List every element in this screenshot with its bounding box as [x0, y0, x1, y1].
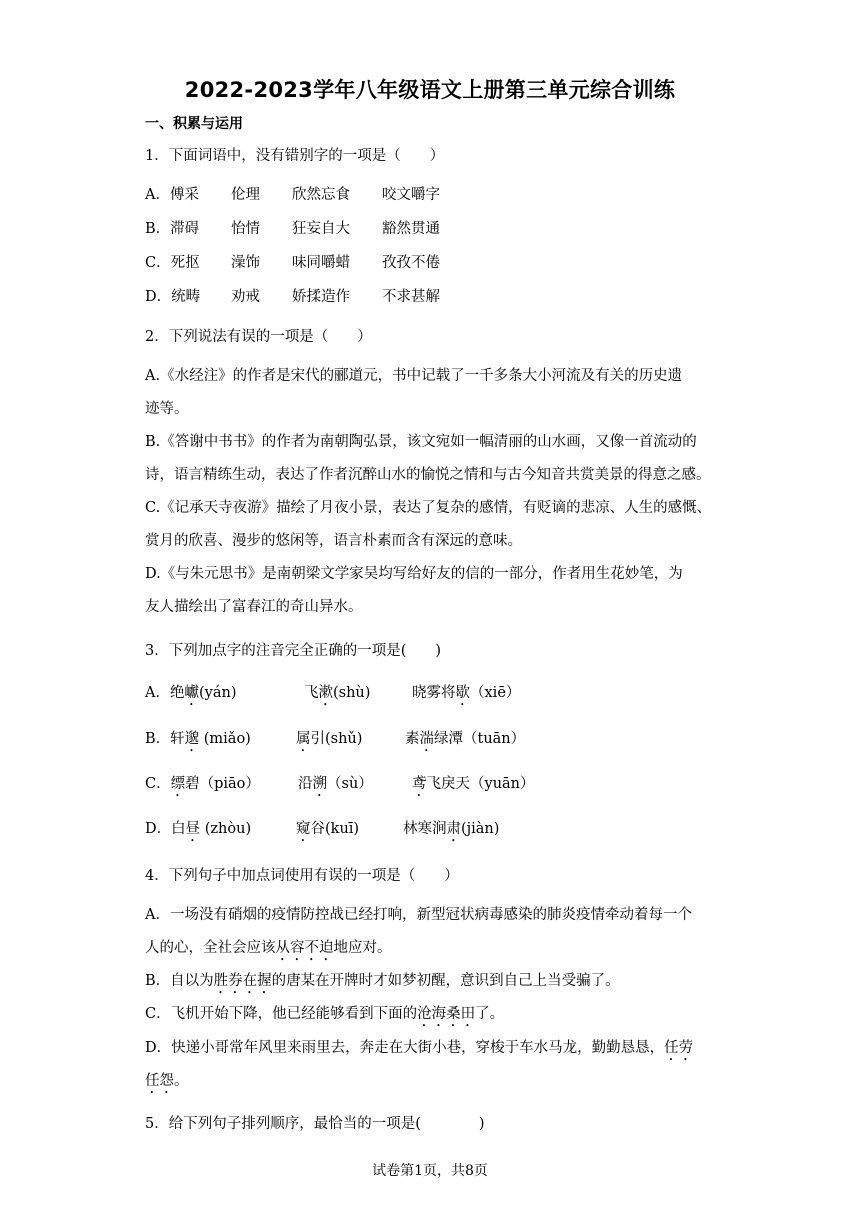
text-segment: (jiàn) — [461, 821, 500, 837]
question-5-stem: 5．给下列句子排列顺序，最恰当的一项是( ) — [145, 1116, 485, 1132]
emphasized-text: 属 — [296, 731, 311, 747]
option-cell — [145, 683, 236, 709]
option-cell: 劝戒 — [231, 289, 260, 305]
text-segment: （xiē） — [470, 685, 521, 701]
option-line: 赏月的欣喜、漫步的悠闲等，语言朴素而含有深远的意味。 — [145, 533, 522, 549]
emphasized-text: 邈 — [184, 731, 200, 747]
text-segment: A．绝 — [145, 685, 185, 701]
question-3-stem: 3．下列加点字的注音完全正确的一项是( ) — [145, 643, 442, 659]
option-cell: B．滞碍 — [145, 221, 200, 237]
emphasized-text: 歇 — [455, 685, 470, 701]
text-segment: 引(shǔ) — [310, 731, 363, 747]
emphasized-text: 从容不迫 — [275, 940, 334, 956]
section-heading: 一、积累与运用 — [145, 116, 243, 132]
emphasized-text: 任劳 — [664, 1040, 694, 1056]
option-cell: 不求甚解 — [382, 289, 440, 305]
text-segment: (yán) — [198, 685, 237, 701]
text-segment: (shù) — [333, 685, 371, 701]
option-cell — [298, 774, 373, 800]
option-cell: 咬文嚼字 — [382, 187, 440, 203]
option-cell: C．死抠 — [145, 255, 200, 271]
text-segment: 的唐某在开牌时才如梦初醒，意识到自己上当受骗了。 — [271, 973, 620, 989]
text-segment: 飞戾天（yuān） — [426, 776, 535, 792]
emphasized-text: 胜券在握 — [213, 973, 272, 989]
text-segment: (miǎo) — [199, 731, 251, 747]
text-segment: 了。 — [475, 1006, 505, 1022]
text-segment: 绿潭（tuān） — [434, 731, 526, 747]
emphasized-text: 缥 — [170, 776, 186, 792]
text-segment: 。 — [174, 1073, 189, 1089]
text-segment: 沿 — [298, 776, 313, 792]
emphasized-text: 任怨 — [145, 1073, 174, 1089]
text-segment: 谷(kuī) — [310, 821, 360, 837]
document-title: 2022-2023学年八年级语文上册第三单元综合训练 — [184, 78, 676, 102]
option-cell — [405, 729, 525, 755]
option-cell: A．傅采 — [145, 187, 199, 203]
emphasized-text: 漱 — [318, 685, 333, 701]
option-cell — [304, 683, 370, 709]
option-line: A.《水经注》的作者是宋代的郦道元，书中记载了一千多条大小河流及有关的历史遗 — [145, 368, 683, 384]
text-segment: 地应对。 — [333, 940, 392, 956]
emphasized-text: 溯 — [312, 776, 327, 792]
text-segment: B．自以为 — [145, 973, 214, 989]
option-cell — [412, 683, 520, 709]
option-line: B.《答谢中书书》的作者为南朝陶弘景，该文宛如一幅清丽的山水画，又像一首流动的 — [145, 434, 697, 450]
text-segment: 飞 — [304, 685, 319, 701]
option-cell: 澡饰 — [231, 255, 260, 271]
text-segment: 林寒涧 — [403, 821, 447, 837]
option-line — [145, 1071, 189, 1097]
option-line: 迹等。 — [145, 401, 189, 417]
option-line — [145, 971, 620, 997]
option-line — [145, 1038, 693, 1064]
option-cell: 欣然忘食 — [292, 187, 350, 203]
option-cell — [145, 774, 260, 800]
option-cell — [403, 819, 499, 845]
text-segment: 晓雾将 — [412, 685, 456, 701]
text-segment: C． — [145, 776, 171, 792]
option-line: 友人描绘出了富春江的奇山异水。 — [145, 599, 363, 615]
text-segment: D．白 — [145, 821, 186, 837]
emphasized-text: 肃 — [446, 821, 461, 837]
emphasized-text: 沧海桑田 — [417, 1006, 476, 1022]
emphasized-text: 巘 — [184, 685, 199, 701]
option-cell: 伦理 — [231, 187, 260, 203]
option-cell — [296, 729, 362, 755]
emphasized-text: 昼 — [185, 821, 201, 837]
option-line — [145, 905, 692, 925]
emphasized-text: 窥 — [296, 821, 311, 837]
option-line: D.《与朱元思书》是南朝梁文学家吴均写给好友的信的一部分，作者用生花妙笔，为 — [145, 566, 683, 582]
text-segment: C．飞机开始下降，他已经能够看到下面的 — [145, 1006, 418, 1022]
question-2-stem: 2．下列说法有误的一项是（ ） — [145, 329, 372, 345]
emphasized-text: 鸢 — [412, 776, 427, 792]
option-cell — [412, 774, 535, 800]
option-line — [145, 1004, 504, 1030]
option-cell: 狂妄自大 — [292, 221, 350, 237]
text-segment: D．快递小哥常年风里来雨里去，奔走在大街小巷，穿梭于车水马龙，勤勤恳恳， — [145, 1040, 665, 1056]
option-cell: D．统畴 — [145, 289, 201, 305]
text-segment: (zhòu) — [200, 821, 252, 837]
text-segment: A．一场没有硝烟的疫情防控战已经打响，新型冠状病毒感染的肺炎疫情牵动着每一个 — [145, 907, 692, 923]
option-line — [145, 938, 392, 964]
option-cell — [296, 819, 359, 845]
text-segment: （sù） — [327, 776, 373, 792]
option-cell: 娇揉造作 — [292, 289, 350, 305]
page-footer: 试卷第1页，共8页 — [372, 1163, 488, 1179]
option-cell — [145, 819, 251, 845]
emphasized-text: 湍 — [419, 731, 434, 747]
option-cell: 怡情 — [231, 221, 260, 237]
option-cell — [145, 729, 251, 755]
text-segment: B．轩 — [145, 731, 185, 747]
option-line: 诗，语言精练生动，表达了作者沉醉山水的愉悦之情和与古今知音共赏美景的得意之感。 — [145, 467, 711, 483]
option-cell: 味同嚼蜡 — [292, 255, 350, 271]
option-cell: 孜孜不倦 — [382, 255, 440, 271]
question-4-stem: 4．下列句子中加点词使用有误的一项是（ ） — [145, 868, 459, 884]
text-segment: 碧（piāo） — [185, 776, 260, 792]
question-1-stem: 1．下面词语中，没有错别字的一项是（ ） — [145, 148, 445, 164]
text-segment: 素 — [405, 731, 420, 747]
option-line: C.《记承天寺夜游》描绘了月夜小景，表达了复杂的感情，有贬谪的悲凉、人生的感慨、 — [145, 500, 712, 516]
option-cell: 豁然贯通 — [382, 221, 440, 237]
text-segment: 人的心，全社会应该 — [145, 940, 276, 956]
